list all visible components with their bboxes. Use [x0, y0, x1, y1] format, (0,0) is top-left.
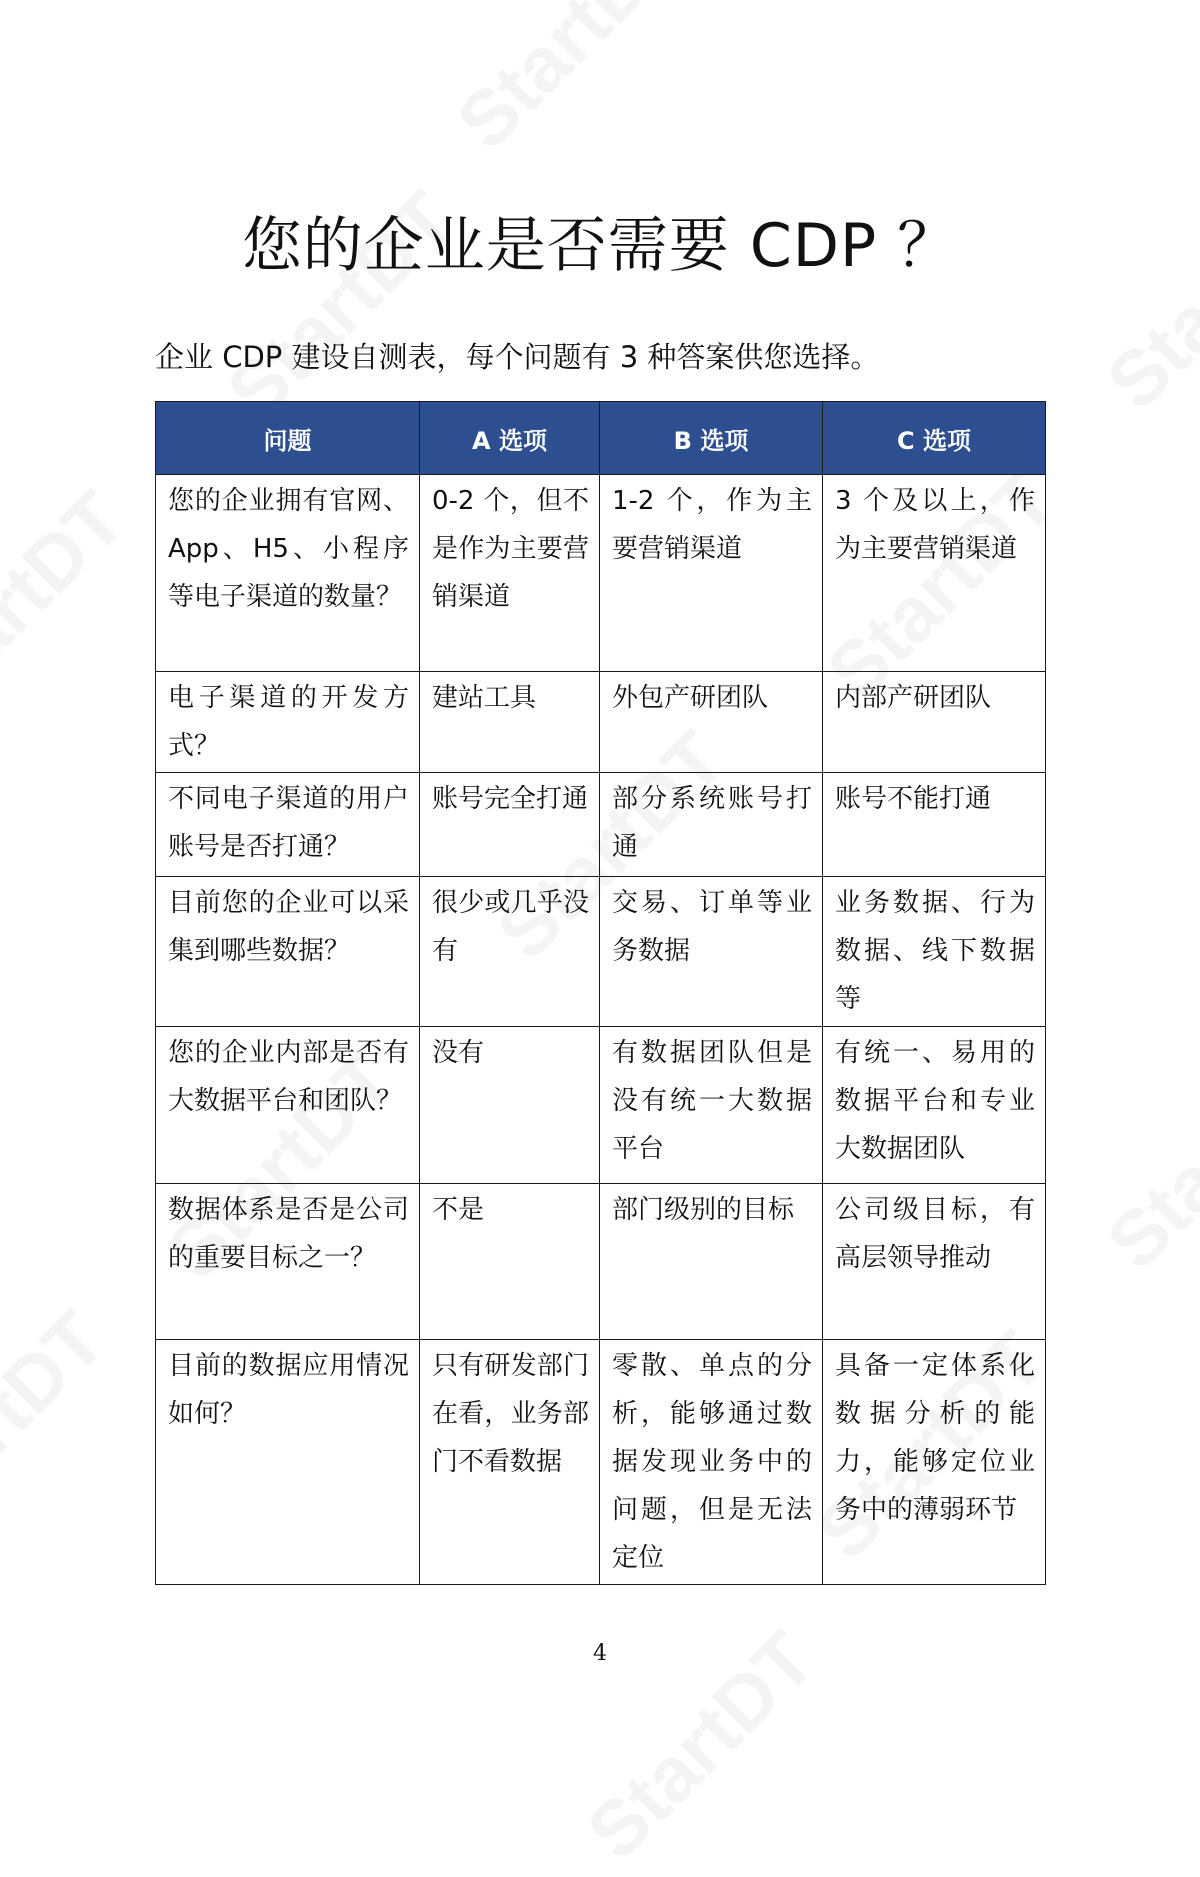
watermark: [1089, 1024, 1200, 1288]
option-c-cell: 具备一定体系化数据分析的能力，能够定位业务中的薄弱环节: [823, 1340, 1046, 1585]
table-row: [156, 773, 1046, 877]
header-option-a: A 选项: [420, 402, 600, 475]
question-cell: 数据体系是否是公司的重要目标之一？: [156, 1184, 420, 1340]
cdp-self-assessment-table: [155, 401, 1046, 1585]
table-row: [156, 1184, 1046, 1340]
page-number: 4: [593, 1641, 607, 1666]
header-option-c: C 选项: [823, 402, 1046, 475]
option-c-cell: 有统一、易用的数据平台和专业大数据团队: [823, 1027, 1046, 1184]
question-cell: 您的企业拥有官网、App、H5、小程序等电子渠道的数量？: [156, 475, 420, 672]
option-b-cell: 有数据团队但是没有统一大数据平台: [600, 1027, 823, 1184]
header-question: 问题: [156, 402, 420, 475]
table-row: [156, 877, 1046, 1027]
option-b-cell: 1-2 个，作为主要营销渠道: [600, 475, 823, 672]
option-a-cell: 不是: [420, 1184, 600, 1340]
option-b-cell: 部分系统账号打通: [600, 773, 823, 877]
option-c-cell: 公司级目标，有高层领导推动: [823, 1184, 1046, 1340]
question-cell: 电子渠道的开发方式？: [156, 672, 420, 773]
table-row: [156, 672, 1046, 773]
table-row: [156, 475, 1046, 672]
option-c-cell: 业务数据、行为数据、线下数据等: [823, 877, 1046, 1027]
option-b-cell: 零散、单点的分析，能够通过数据发现业务中的问题，但是无法定位: [600, 1340, 823, 1585]
question-cell: 您的企业内部是否有大数据平台和团队？: [156, 1027, 420, 1184]
table-header-row: [156, 402, 1046, 475]
option-a-cell: 没有: [420, 1027, 600, 1184]
option-c-cell: 账号不能打通: [823, 773, 1046, 877]
page-title: 您的企业是否需要 CDP ？: [241, 211, 959, 281]
question-cell: 目前您的企业可以采集到哪些数据？: [156, 877, 420, 1027]
option-a-cell: 建站工具: [420, 672, 600, 773]
option-a-cell: 0-2 个，但不是作为主要营销渠道: [420, 475, 600, 672]
option-c-cell: 3 个及以上，作为主要营销渠道: [823, 475, 1046, 672]
option-b-cell: 外包产研团队: [600, 672, 823, 773]
watermark: [0, 1294, 123, 1558]
table-row: [156, 1340, 1046, 1585]
table-intro: 企业 CDP 建设自测表，每个问题有 3 种答案供您选择。: [155, 340, 880, 374]
option-b-cell: 部门级别的目标: [600, 1184, 823, 1340]
header-option-b: B 选项: [600, 402, 823, 475]
question-cell: 不同电子渠道的用户账号是否打通？: [156, 773, 420, 877]
option-a-cell: 只有研发部门在看，业务部门不看数据: [420, 1340, 600, 1585]
option-a-cell: 很少或几乎没有: [420, 877, 600, 1027]
watermark: [439, 0, 703, 167]
table-row: [156, 1027, 1046, 1184]
option-c-cell: 内部产研团队: [823, 672, 1046, 773]
watermark: [0, 474, 143, 738]
option-a-cell: 账号完全打通: [420, 773, 600, 877]
question-cell: 目前的数据应用情况如何？: [156, 1340, 420, 1585]
option-b-cell: 交易、订单等业务数据: [600, 877, 823, 1027]
